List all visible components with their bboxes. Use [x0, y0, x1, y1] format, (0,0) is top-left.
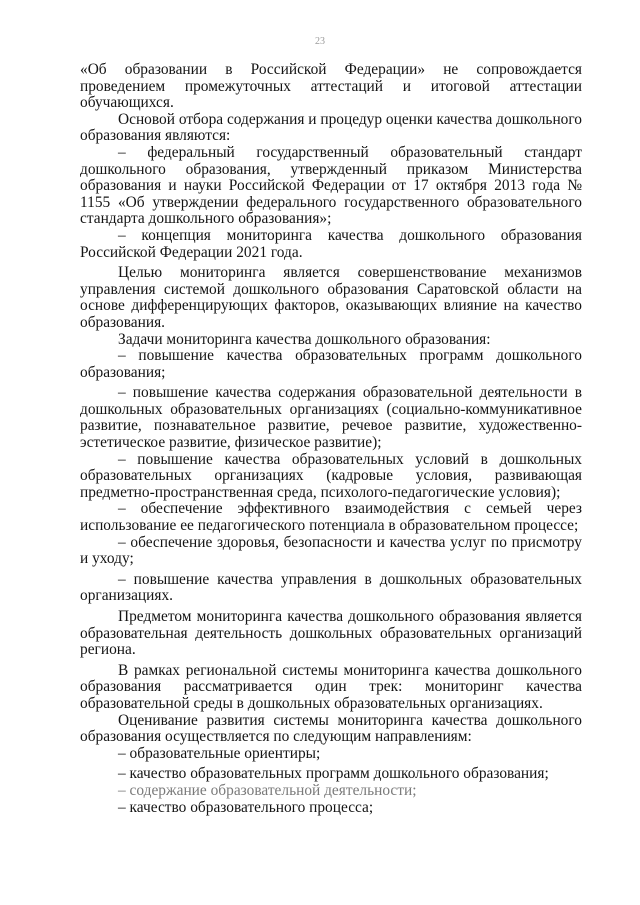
- paragraph-continuation: «Об образовании в Российской Федерации» не сопровождается проведением промежуточных аттестаций и итоговой аттестации обучающихся.: [80, 61, 582, 112]
- paragraph-goal: Целью мониторинга является совершенствование механизмов управления системой дошкольного образования Саратовской области на основе дифференцирующих факторов, оказывающих влияние на качество образования.: [80, 264, 582, 331]
- list-item-task-content: ‒ повышение качества содержания образовательной деятельности в дошкольных образовательных организациях (социально-коммуникативное развитие, познавательное развитие, речевое развитие, художественно-эстетическое развитие, физическое развитие);: [80, 384, 582, 452]
- list-item-task-conditions: ‒ повышение качества образовательных условий в дошкольных образовательных организациях (кадровые условия, развивающая предметно-пространственная среда, психолого-педагогические условия);: [80, 450, 582, 501]
- page-number: 23: [315, 36, 325, 47]
- paragraph-subject: Предметом мониторинга качества дошкольного образования является образовательная деятельность дошкольных образовательных организаций региона.: [80, 608, 582, 659]
- paragraph-directions: Оценивание развития системы мониторинга качества дошкольного образования осуществляется по следующим направлениям:: [80, 711, 582, 746]
- list-item-direction-orientations: ‒ образовательные ориентиры;: [118, 744, 321, 762]
- list-item-fgos: ‒ федеральный государственный образовательный стандарт дошкольного образования, утвержденный приказом Министерства образования и науки Российской Федерации от 17 октября 2013 года № 1155 «Об утверждении федерального государственного образовательного стандарта дошкольного образования»;: [80, 143, 582, 228]
- list-item-concept: ‒ концепция мониторинга качества дошкольного образования Российской Федерации 2021 года.: [80, 226, 582, 261]
- paragraph-tasks-heading: Задачи мониторинга качества дошкольного образования:: [118, 330, 491, 348]
- list-item-direction-content: ‒ содержание образовательной деятельности;: [118, 781, 417, 799]
- list-item-direction-process: ‒ качество образовательного процесса;: [118, 798, 374, 816]
- list-item-task-programs: ‒ повышение качества образовательных программ дошкольного образования;: [80, 347, 582, 381]
- list-item-direction-programs: ‒ качество образовательных программ дошкольного образования;: [118, 765, 549, 783]
- list-item-task-health: ‒ обеспечение здоровья, безопасности и качества услуг по присмотру и уходу;: [80, 533, 582, 568]
- paragraph-selection-basis: Основой отбора содержания и процедур оценки качества дошкольного образования являются:: [80, 110, 582, 145]
- document-body: [80, 62, 582, 816]
- list-item-task-family: ‒ обеспечение эффективного взаимодействия с семьей через использование ее педагогического потенциала в образовательном процессе;: [80, 500, 582, 535]
- list-item-task-management: ‒ повышение качества управления в дошкольных образовательных организациях.: [80, 570, 582, 605]
- paragraph-track: В рамках региональной системы мониторинга качества дошкольного образования рассматривается один трек: мониторинг качества образовательной среды в дошкольных образовательных организациях.: [80, 661, 582, 712]
